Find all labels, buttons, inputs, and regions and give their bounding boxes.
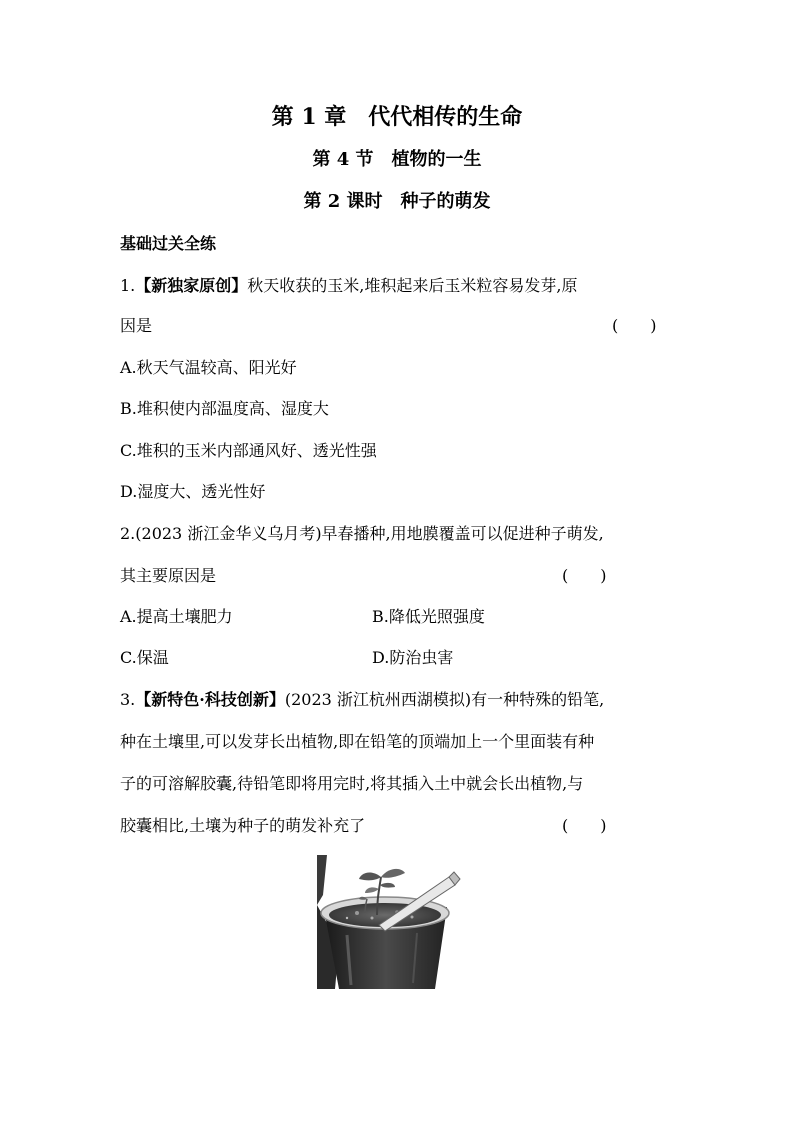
question-text: 秋天收获的玉米,堆积起来后玉米粒容易发芽,原 [247, 276, 578, 295]
section-title: 第 4 节 植物的一生 [312, 149, 482, 170]
question-1-line-1 [120, 276, 577, 296]
question-3-line-2: 种在土壤里,可以发芽长出植物,即在铅笔的顶端加上一个里面装有种 [120, 732, 595, 751]
question-1-option-b: B.堆积使内部温度高、湿度大 [120, 399, 329, 418]
question-number: 1. [120, 276, 136, 295]
question-2-option-d: D.防治虫害 [372, 648, 454, 667]
question-number: 2. [120, 524, 136, 543]
question-3-line-4: 胶囊相比,土壤为种子的萌发补充了 [120, 816, 366, 835]
question-text: (2023 浙江金华义乌月考)早春播种,用地膜覆盖可以促进种子萌发, [135, 524, 604, 543]
question-2-option-c: C.保温 [120, 648, 169, 667]
question-3-line-1 [120, 690, 604, 710]
answer-blank: ( ) [562, 816, 607, 835]
pencil-plant-photo [317, 855, 463, 989]
question-2-line-1 [120, 524, 604, 544]
practice-heading: 基础过关全练 [120, 234, 217, 253]
question-tag: 【新特色·科技创新】 [135, 690, 285, 709]
question-3-line-3: 子的可溶解胶囊,待铅笔即将用完时,将其插入土中就会长出植物,与 [120, 774, 584, 793]
chapter-title: 第 1 章 代代相传的生命 [271, 104, 523, 130]
question-1-option-d: D.湿度大、透光性好 [120, 482, 266, 501]
question-1-option-a: A.秋天气温较高、阳光好 [120, 358, 297, 377]
question-number: 3. [120, 690, 136, 709]
answer-blank: ( ) [612, 316, 657, 335]
answer-blank: ( ) [562, 566, 607, 585]
question-2-option-a: A.提高土壤肥力 [120, 607, 233, 626]
lesson-title: 第 2 课时 种子的萌发 [303, 191, 491, 212]
question-2-line-2: 其主要原因是 [120, 566, 217, 585]
question-1-option-c: C.堆积的玉米内部通风好、透光性强 [120, 441, 377, 460]
question-1-line-2: 因是 [120, 316, 153, 335]
question-2-option-b: B.降低光照强度 [372, 607, 485, 626]
question-text: (2023 浙江杭州西湖模拟)有一种特殊的铅笔, [284, 690, 605, 709]
question-tag: 【新独家原创】 [135, 276, 248, 295]
